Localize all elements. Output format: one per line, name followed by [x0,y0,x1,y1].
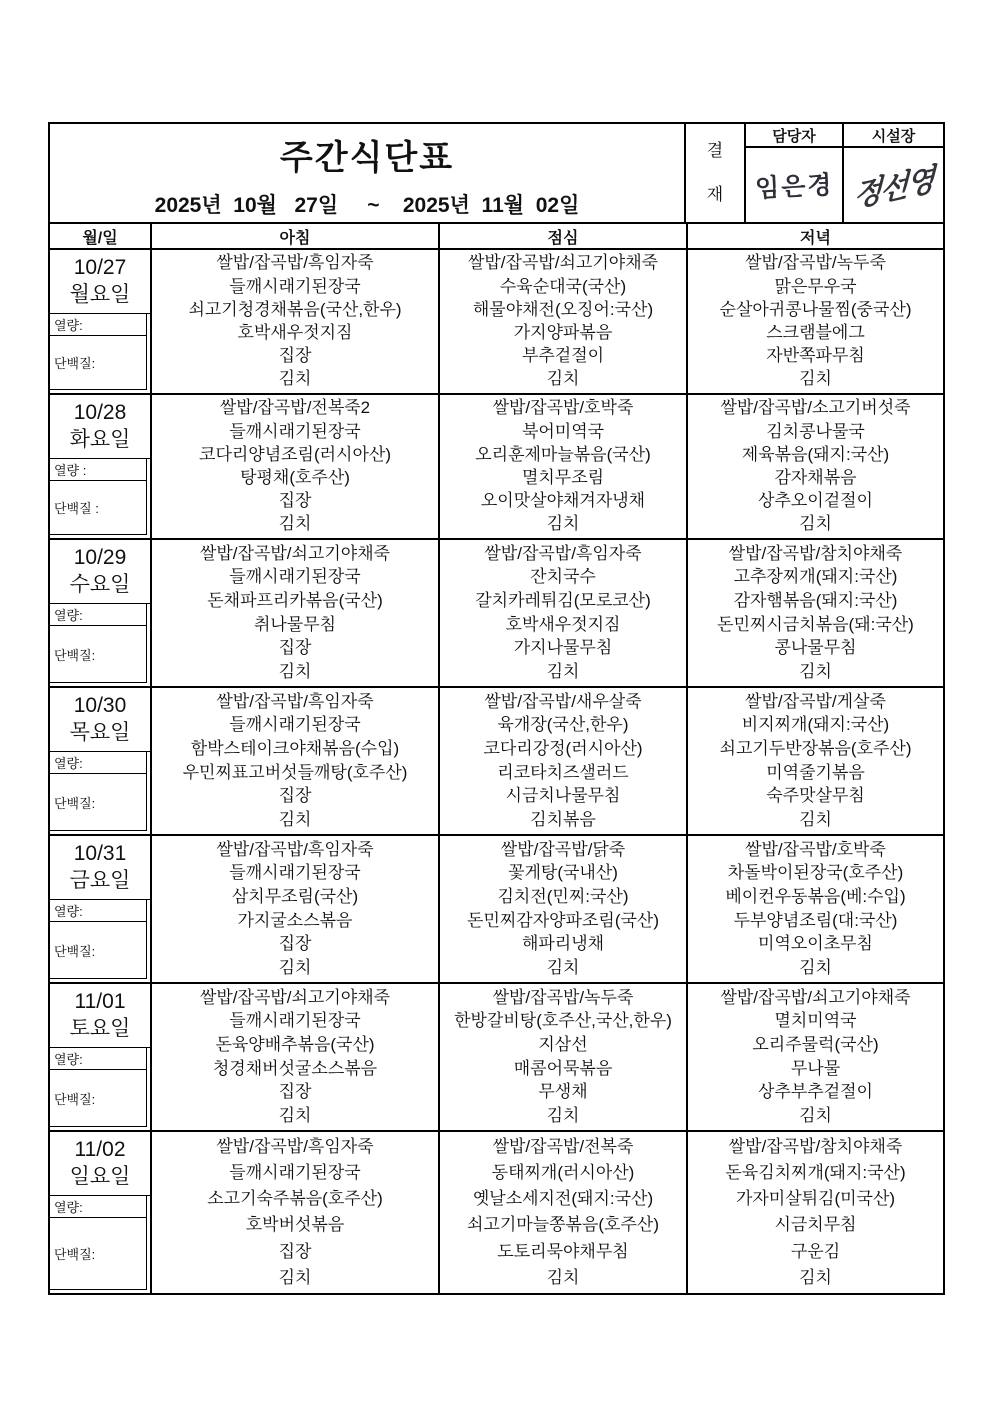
protein-label-cell: 단백질: [50,1070,147,1127]
protein-label-cell: 단백질: [50,774,147,831]
menu-item: 멸치미역국 [774,1011,857,1031]
day-column [50,836,152,982]
calorie-label-cell: 열량: [50,604,147,626]
menu-item: 김치 [278,957,312,977]
menu-item: 비지찌개(돼지:국산) [741,715,890,735]
menu-item: 꽃게탕(국내산) [508,863,618,883]
manager-signature: 임은경 [754,170,835,204]
protein-label-cell: 단백질: [50,1218,147,1290]
calorie-label-cell: 열량: [50,1196,147,1218]
menu-item: 지삼선 [538,1034,588,1054]
dinner-cell [688,395,943,538]
table-row [50,688,943,836]
menu-item: 쌀밥/잡곡밥/닭죽 [500,839,626,859]
menu-item: 고추장찌개(돼지:국산) [733,567,898,587]
dinner-cell [688,836,943,982]
menu-item: 순살아귀콩나물찜(중국산) [719,299,912,319]
protein-label-cell: 단백질: [50,626,147,683]
menu-item: 소고기숙주볶음(호주산) [207,1189,383,1209]
approval-header-director: 시설장 [871,127,916,145]
menu-item: 구운김 [790,1241,841,1261]
menu-item: 탕평채(호주산) [240,467,350,487]
menu-item: 김치 [546,957,580,977]
breakfast-cell [152,836,440,982]
date-label: 11/01 [74,990,126,1014]
date-label: 10/31 [73,842,127,866]
dinner-cell [688,984,943,1130]
column-header-row [50,224,943,250]
menu-item: 차돌박이된장국(호주산) [727,863,904,883]
menu-item: 들깨시래기된장국 [229,863,361,883]
approval-header-manager: 담당자 [746,124,844,146]
menu-item: 제육볶음(돼지:국산) [741,444,890,464]
menu-item: 들깨시래기된장국 [229,1011,361,1031]
menu-item: 리코타치즈샐러드 [497,762,629,782]
menu-item: 들깨시래기된장국 [229,1163,361,1183]
day-rows [50,250,943,1293]
weekday-label: 수요일 [69,572,131,596]
date-label: 10/28 [73,401,127,425]
menu-item: 집장 [278,1241,312,1261]
menu-item: 쌀밥/잡곡밥/게살죽 [745,691,886,711]
menu-item: 들깨시래기된장국 [229,276,361,296]
menu-item: 멸치무조림 [521,467,605,487]
calorie-label-cell: 열량: [50,752,147,774]
menu-item: 호박새우젓지짐 [505,614,621,634]
menu-item: 감자햄볶음(돼지:국산) [733,590,898,610]
menu-item: 북어미역국 [521,421,605,441]
menu-item: 김치 [799,369,832,389]
menu-item: 쇠고기청경채볶음(국산,한우) [188,299,402,319]
menu-item: 쌀밥/잡곡밥/전복죽 [492,1136,634,1156]
table-row [50,984,943,1132]
menu-item: 가지양파볶음 [513,322,613,342]
menu-item: 미역오이초무침 [758,934,873,954]
weekday-label: 토요일 [69,1016,131,1040]
menu-item: 김치 [546,369,580,389]
menu-item: 돈육양배추볶음(국산) [215,1034,375,1054]
breakfast-cell [152,250,440,393]
menu-item: 집장 [278,934,312,954]
weekday-label: 목요일 [69,720,131,744]
weekday-label: 일요일 [69,1164,131,1188]
lunch-cell [440,688,688,834]
menu-item: 부추겉절이 [521,346,605,365]
menu-item: 집장 [278,638,312,658]
approval-signatures [746,148,943,222]
menu-item: 취나물무침 [253,614,337,634]
menu-item: 동태찌개(러시아산) [491,1163,635,1183]
menu-item: 삼치무조림(국산) [231,886,359,906]
date-cell [50,540,150,604]
date-range: 2025년 10월 27일 ~ 2025년 11월 02일 [154,193,580,217]
column-header-dinner: 저녁 [800,229,831,247]
dinner-cell [688,540,943,686]
menu-item: 돈민찌시금치볶음(돼:국산) [717,614,914,634]
menu-item: 두부양념조림(대:국산) [733,910,898,930]
menu-item: 무생채 [538,1082,588,1102]
menu-item: 쌀밥/잡곡밥/전복죽2 [219,398,371,418]
date-cell [50,250,150,314]
day-column [50,688,152,834]
date-label: 10/30 [73,694,127,718]
date-cell [50,836,150,900]
menu-item: 가자미살튀김(미국산) [735,1189,896,1209]
menu-item: 미역줄기볶음 [766,762,865,782]
approval-columns [746,124,943,222]
menu-item: 쌀밥/잡곡밥/녹두죽 [492,987,634,1007]
menu-item: 집장 [278,491,312,510]
menu-item: 쌀밥/잡곡밥/쇠고기야채죽 [720,987,911,1007]
table-row [50,836,943,984]
page-title: 주간식단표 [279,138,455,177]
manager-signature-cell [746,148,844,222]
date-cell [50,984,150,1048]
menu-item: 쌀밥/잡곡밥/참치야채죽 [728,543,903,563]
calorie-label-cell: 열량: [50,900,147,922]
menu-item: 돈육김치찌개(돼지:국산) [725,1163,906,1183]
menu-item: 오리훈제마늘볶음(국산) [475,444,651,464]
menu-item: 김치 [799,1267,832,1287]
menu-item: 콩나물무침 [774,638,857,658]
menu-item: 김치콩나물국 [766,421,865,441]
dinner-cell [688,1132,943,1293]
menu-item: 김치 [278,369,312,389]
approval-stamp-label: 결 재 [706,140,724,204]
calorie-label-cell: 열량 : [50,459,147,481]
menu-item: 수육순대국(국산) [499,276,627,296]
weekday-label: 월요일 [69,282,131,306]
menu-item: 감자채볶음 [774,467,857,487]
protein-label-cell: 단백질: [50,336,147,390]
menu-item: 쌀밥/잡곡밥/흑임자죽 [216,253,374,273]
lunch-cell [440,250,688,393]
menu-item: 쌀밥/잡곡밥/녹두죽 [745,253,886,273]
menu-item: 코다리양념조림(러시아산) [199,444,391,464]
menu-item: 청경채버섯굴소스볶음 [212,1058,378,1078]
menu-item: 김치 [278,1105,312,1125]
menu-item: 김치전(민찌:국산) [497,886,629,906]
day-column [50,540,152,686]
lunch-cell [440,1132,688,1293]
director-signature: 정선영 [853,163,934,215]
dinner-cell [688,688,943,834]
menu-item: 함박스테이크야채볶음(수입) [190,738,400,758]
menu-item: 들깨시래기된장국 [229,715,361,735]
menu-item: 육개장(국산,한우) [497,715,629,735]
menu-item: 상추오이겉절이 [758,491,873,510]
menu-item: 김치 [278,1267,312,1287]
approval-stamp-cell [686,124,746,222]
column-header-breakfast: 아침 [152,224,440,248]
menu-item: 집장 [278,346,312,365]
menu-item: 집장 [278,1082,312,1102]
menu-item: 오이맛살야채겨자냉채 [480,491,646,510]
lunch-cell [440,395,688,538]
menu-item: 상추부추겉절이 [758,1082,873,1102]
menu-item: 김치 [278,514,312,534]
menu-item: 쌀밥/잡곡밥/쇠고기야채죽 [467,253,659,273]
menu-item: 김치 [799,514,832,534]
breakfast-cell [152,688,440,834]
menu-item: 해파리냉채 [521,934,605,954]
menu-item: 김치 [799,809,832,829]
menu-item: 스크램블에그 [766,322,865,342]
menu-item: 김치 [546,661,580,681]
date-label: 10/27 [73,256,127,280]
table-row [50,540,943,688]
menu-item: 김치 [799,957,832,977]
menu-item: 쌀밥/잡곡밥/흑임자죽 [216,1136,374,1156]
menu-item: 돈채파프리카볶음(국산) [207,590,383,610]
menu-item: 쌀밥/잡곡밥/소고기버섯죽 [720,398,911,418]
menu-item: 숙주맛살무침 [766,786,865,806]
menu-item: 쌀밥/잡곡밥/쇠고기야채죽 [199,987,391,1007]
menu-item: 쌀밥/잡곡밥/쇠고기야채죽 [199,543,391,563]
menu-item: 김치 [278,661,312,681]
lunch-cell [440,984,688,1130]
menu-item: 김치 [546,1267,580,1287]
day-column [50,1132,152,1293]
lunch-cell [440,836,688,982]
menu-item: 맑은무우국 [774,276,857,296]
menu-item: 들깨시래기된장국 [229,567,361,587]
approval-headers [746,124,943,148]
menu-item: 쌀밥/잡곡밥/흑임자죽 [216,691,374,711]
menu-item: 오리주물럭(국산) [752,1034,879,1054]
date-label: 11/02 [74,1138,126,1162]
menu-item: 한방갈비탕(호주산,국산,한우) [454,1011,672,1031]
menu-item: 김치 [546,1105,580,1125]
menu-item: 들깨시래기된장국 [229,421,361,441]
menu-item: 코다리강정(러시아산) [483,738,643,758]
menu-item: 김치 [278,809,312,829]
menu-item: 쌀밥/잡곡밥/새우살죽 [484,691,642,711]
menu-item: 잔치국수 [530,567,596,587]
lunch-cell [440,540,688,686]
menu-item: 시금치무침 [774,1215,857,1235]
approval-block [686,124,943,222]
calorie-label-cell: 열량: [50,1048,147,1070]
date-cell [50,688,150,752]
menu-item: 호박새우젓지짐 [237,322,353,342]
weekday-label: 금요일 [69,868,131,892]
menu-item: 가지나물무침 [513,638,613,658]
menu-item: 쇠고기마늘쫑볶음(호주산) [467,1215,659,1235]
menu-item: 베이컨우동볶음(베:수입) [725,886,906,906]
menu-item: 자반쪽파무침 [766,346,865,365]
breakfast-cell [152,540,440,686]
protein-label-cell: 단백질 : [50,481,147,535]
director-signature-cell [844,148,943,222]
menu-item: 쌀밥/잡곡밥/흑임자죽 [216,839,374,859]
date-cell [50,1132,150,1196]
calorie-label-cell: 열량: [50,314,147,336]
day-column [50,984,152,1130]
menu-item: 매콤어묵볶음 [513,1058,613,1078]
menu-item: 집장 [278,786,312,806]
menu-item: 김치볶음 [530,809,596,829]
menu-item: 김치 [799,661,832,681]
weekday-label: 화요일 [69,427,131,451]
breakfast-cell [152,395,440,538]
menu-item: 갈치카레튀김(모로코산) [475,590,651,610]
column-header-day: 월/일 [50,224,152,248]
menu-item: 무나물 [790,1058,841,1078]
menu-item: 옛날소세지전(돼지:국산) [472,1189,654,1209]
menu-item: 가지굴소스볶음 [237,910,353,930]
breakfast-cell [152,984,440,1130]
menu-item: 쇠고기두반장볶음(호주산) [719,738,912,758]
menu-item: 김치 [799,1105,832,1125]
title-cell [50,124,686,222]
day-column [50,395,152,538]
table-row [50,250,943,395]
protein-label-cell: 단백질: [50,922,147,979]
menu-item: 쌀밥/잡곡밥/호박죽 [492,398,634,418]
menu-item: 김치 [546,514,580,534]
column-header-lunch: 점심 [440,224,688,248]
header-block [50,124,943,224]
breakfast-cell [152,1132,440,1293]
day-column [50,250,152,393]
menu-item: 시금치나물무침 [505,786,621,806]
table-row [50,395,943,540]
weekly-menu-table [48,122,945,1295]
menu-item: 호박버섯볶음 [245,1215,345,1235]
menu-item: 도토리묵야채무침 [497,1241,629,1261]
table-row [50,1132,943,1293]
menu-item: 쌀밥/잡곡밥/참치야채죽 [728,1136,903,1156]
date-label: 10/29 [73,546,127,570]
menu-item: 돈민찌감자양파조림(국산) [467,910,659,930]
menu-item: 쌀밥/잡곡밥/호박죽 [745,839,886,859]
dinner-cell [688,250,943,393]
menu-item: 우민찌표고버섯들깨탕(호주산) [182,762,408,782]
menu-item: 쌀밥/잡곡밥/흑임자죽 [484,543,642,563]
menu-item: 해물야채전(오징어:국산) [472,299,654,319]
date-cell [50,395,150,459]
